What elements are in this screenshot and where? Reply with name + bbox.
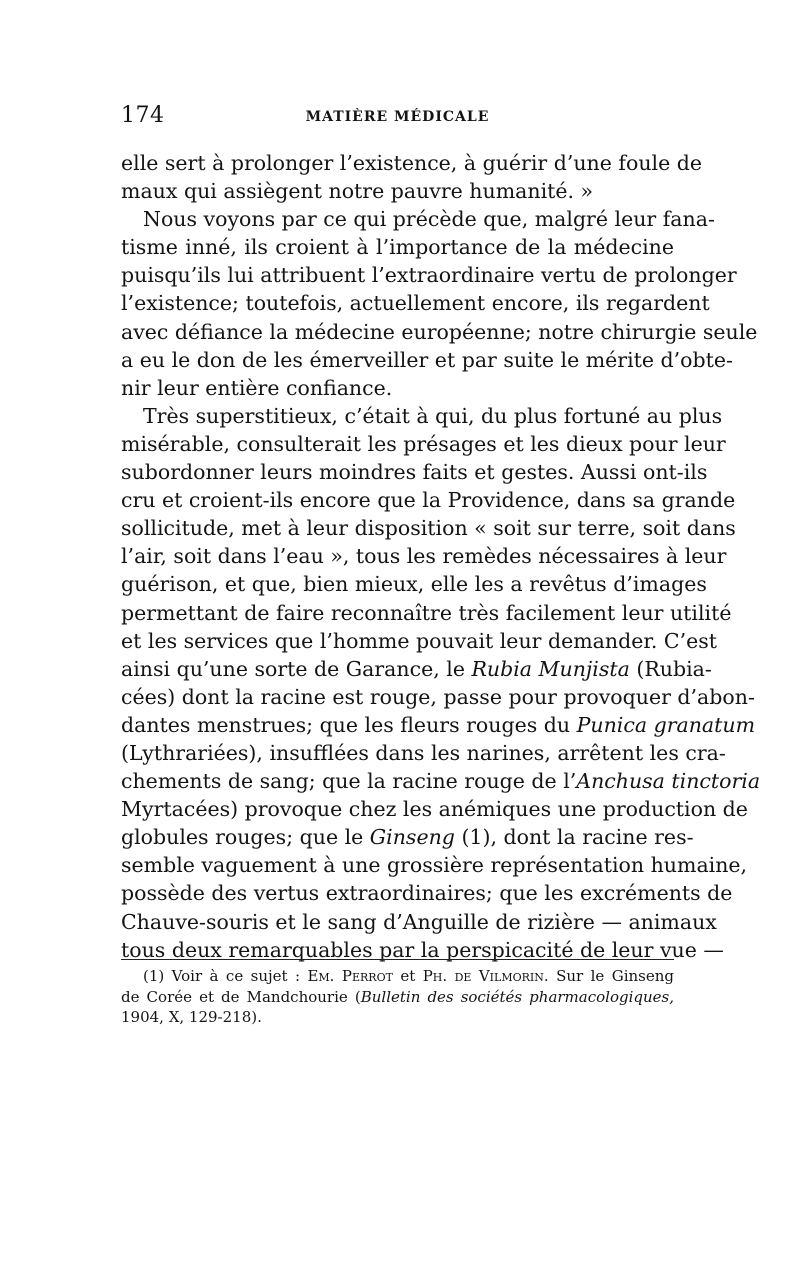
running-title: MATIÈRE MÉDICALE [305,109,490,125]
text-line: permettant de faire reconnaître très facilement leur utilité [121,600,732,625]
text-line: semble vaguement à une grossière représentation humaine, [121,853,748,878]
text-line-part: (1), dont la racine res- [454,825,694,850]
species-name-anchusa: Anchusa tinctoria [576,769,761,794]
text-line: Nous voyons par ce qui précède que, malgré leur fana- [143,207,715,232]
text-line: elle sert à prolonger l’existence, à guérir d’une foule de [121,151,702,175]
text-line: misérable, consulterait les présages et les dieux pour leur [121,431,726,456]
footnote-author: Ph. de Vilmorin [422,967,544,985]
text-line: a eu le don de les émerveiller et par suite le mérite d’obte- [121,347,733,372]
text-line: cru et croient-ils encore que la Providence, dans sa grande [121,488,736,513]
text-line: avec défiance la médecine européenne; notre chirurgie seule [121,319,758,344]
running-head [121,103,674,133]
text-line: subordonner leurs moindres faits et gestes. Aussi ont-ils [121,460,708,485]
text-line: nir leur entière confiance. [121,375,393,400]
text-line: maux qui assiègent notre pauvre humanité. » [121,179,594,204]
text-line [121,655,712,683]
text-line: Chauve-souris et le sang d’Anguille de rizière — animaux [121,909,717,934]
text-line: puisqu’ils lui attribuent l’extraordinaire vertu de prolonger [121,263,737,288]
footnote-journal: Bulletin des sociétés pharmacologiques, [360,987,674,1006]
footnote-line: 1904, X, 129-218). [121,1008,262,1026]
text-line-part: ainsi qu’une sorte de Garance, le [121,656,472,681]
text-line-part: (Rubia- [629,656,712,681]
text-line: l’air, soit dans l’eau », tous les remèdes nécessaires à leur [121,544,727,569]
text-line-part: chements de sang; que la racine rouge de l’ [121,769,577,794]
text-line: guérison, et que, bien mieux, elle les a revêtus d’images [121,572,707,597]
footnote-author: Em. Perrot [307,967,393,985]
footnote-line [121,987,674,1008]
text-line [121,767,761,795]
footnote-text: (1) Voir à ce sujet : [143,967,308,985]
text-line: (Lythrariées), insufflées dans les narines, arrêtent les cra- [121,740,726,765]
text-line: Myrtacées) provoque chez les anémiques une production de [121,797,748,822]
text-line: et les services que l’homme pouvait leur demander. C’est [121,628,718,653]
footnote-text: de Corée et de Mandchourie ( [121,987,361,1006]
species-name-rubia: Rubia Munjista [471,656,630,681]
text-line [121,711,756,739]
text-line-part: globules rouges; que le [121,825,370,850]
footnote-divider [121,959,674,960]
text-line [121,823,694,851]
text-line: l’existence; toutefois, actuellement encore, ils regardent [121,291,710,316]
text-line: tisme inné, ils croient à l’importance de la médecine [121,235,674,260]
footnote [121,966,674,1028]
body-text [121,149,761,964]
text-line-part: dantes menstrues; que les fleurs rouges du [121,712,577,737]
page-number: 174 [121,103,165,128]
text-line: cées) dont la racine est rouge, passe pour provoquer d’abon- [121,684,755,709]
species-name-punica: Punica granatum [576,712,756,737]
text-line: sollicitude, met à leur disposition « soit sur terre, soit dans [121,516,736,541]
text-line: possède des vertus extraordinaires; que les excréments de [121,881,733,906]
species-name-ginseng: Ginseng [369,825,455,850]
footnote-text: et [392,967,423,985]
text-line: tous deux remarquables par la perspicacité de leur vue — [121,937,724,962]
text-line: Très superstitieux, c’était à qui, du plus fortuné au plus [143,403,723,428]
footnote-line [121,966,674,987]
footnote-text: . Sur le Ginseng [543,967,674,985]
